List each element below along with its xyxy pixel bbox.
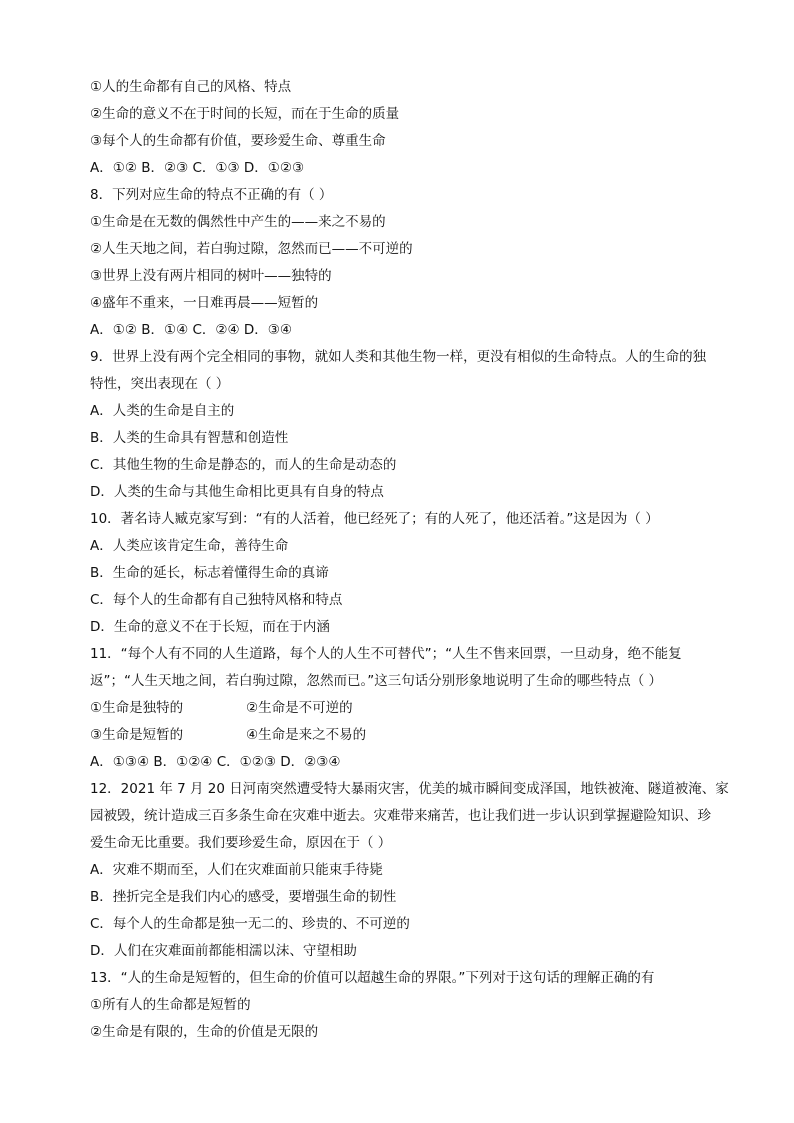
text-line: ①所有人的生命都是短暂的 xyxy=(90,997,251,1013)
option-b: B．人类的生命具有智慧和创造性 xyxy=(90,430,289,446)
text-line: 园被毁，统计造成三百多条生命在灾难中逝去。灾难带来痛苦，也让我们进一步认识到掌握避险知识、珍 xyxy=(90,808,711,824)
q11-option: ②生命是不可逆的 xyxy=(246,700,353,716)
answer-options: A．①③④ B．①②④ C．①②③ D．②③④ xyxy=(90,754,341,770)
text-line: 爱生命无比重要。我们要珍爱生命，原因在于（ ） xyxy=(90,835,392,851)
text-line: ①生命是在无数的偶然性中产生的——来之不易的 xyxy=(90,214,386,230)
option-d: D．人们在灾难面前都能相濡以沫、守望相助 xyxy=(90,943,357,959)
text-line: ②生命是有限的，生命的价值是无限的 xyxy=(90,1024,319,1040)
text-line: ①人的生命都有自己的风格、特点 xyxy=(90,79,292,95)
question-11: 11．“每个人有不同的人生道路，每个人的人生不可替代”；“人生不售来回票，一旦动身，绝不能复 xyxy=(90,646,682,662)
q11-option: ③生命是短暂的 xyxy=(90,727,184,743)
q11-option: ①生命是独特的 xyxy=(90,700,184,716)
question-12: 12．2021 年 7 月 20 日河南突然遭受特大暴雨灾害，优美的城市瞬间变成泽国，地铁被淹、隧道被淹、家 xyxy=(90,781,729,797)
option-a: A．灾难不期而至，人们在灾难面前只能束手待毙 xyxy=(90,862,383,878)
text-line: 返”；“人生天地之间，若白驹过隙，忽然而已。”这三句话分别形象地说明了生命的哪些特点（ ） xyxy=(90,673,663,689)
document-body xyxy=(90,74,740,1046)
question-8: 8．下列对应生命的特点不正确的有（ ） xyxy=(90,187,333,203)
text-line: ②人生天地之间，若白驹过隙，忽然而已——不可逆的 xyxy=(90,241,413,257)
question-9: 9．世界上没有两个完全相同的事物，就如人类和其他生物一样，更没有相似的生命特点。人的生命的独 xyxy=(90,349,707,365)
option-d: D．人类的生命与其他生命相比更具有自身的特点 xyxy=(90,484,384,500)
answer-options: A．①② B．①④ C．②④ D．③④ xyxy=(90,322,293,338)
q11-option-row xyxy=(90,722,740,749)
option-b: B．生命的延长，标志着懂得生命的真谛 xyxy=(90,565,329,581)
option-a: A．人类应该肯定生命，善待生命 xyxy=(90,538,289,554)
question-10: 10．著名诗人臧克家写到：“有的人活着，他已经死了；有的人死了，他还活着。”这是因为（ ） xyxy=(90,511,659,527)
text-line: 特性，突出表现在（ ） xyxy=(90,376,230,392)
option-c: C．每个人的生命都是独一无二的、珍贵的、不可逆的 xyxy=(90,916,410,932)
option-b: B．挫折完全是我们内心的感受，要增强生命的韧性 xyxy=(90,889,397,905)
text-line: ③世界上没有两片相同的树叶——独特的 xyxy=(90,268,332,284)
q11-option-row xyxy=(90,695,740,722)
option-c: C．每个人的生命都有自己独特风格和特点 xyxy=(90,592,343,608)
option-c: C．其他生物的生命是静态的，而人的生命是动态的 xyxy=(90,457,397,473)
answer-options: A．①② B．②③ C．①③ D．①②③ xyxy=(90,160,305,176)
text-line: ④盛年不重来，一日难再晨——短暂的 xyxy=(90,295,319,311)
text-line: ②生命的意义不在于时间的长短，而在于生命的质量 xyxy=(90,106,400,122)
text-line: ③每个人的生命都有价值，要珍爱生命、尊重生命 xyxy=(90,133,386,149)
option-d: D．生命的意义不在于长短，而在于内涵 xyxy=(90,619,330,635)
q11-option: ④生命是来之不易的 xyxy=(246,727,367,743)
option-a: A．人类的生命是自主的 xyxy=(90,403,235,419)
question-13: 13．“人的生命是短暂的，但生命的价值可以超越生命的界限。”下列对于这句话的理解正确的有 xyxy=(90,970,655,986)
